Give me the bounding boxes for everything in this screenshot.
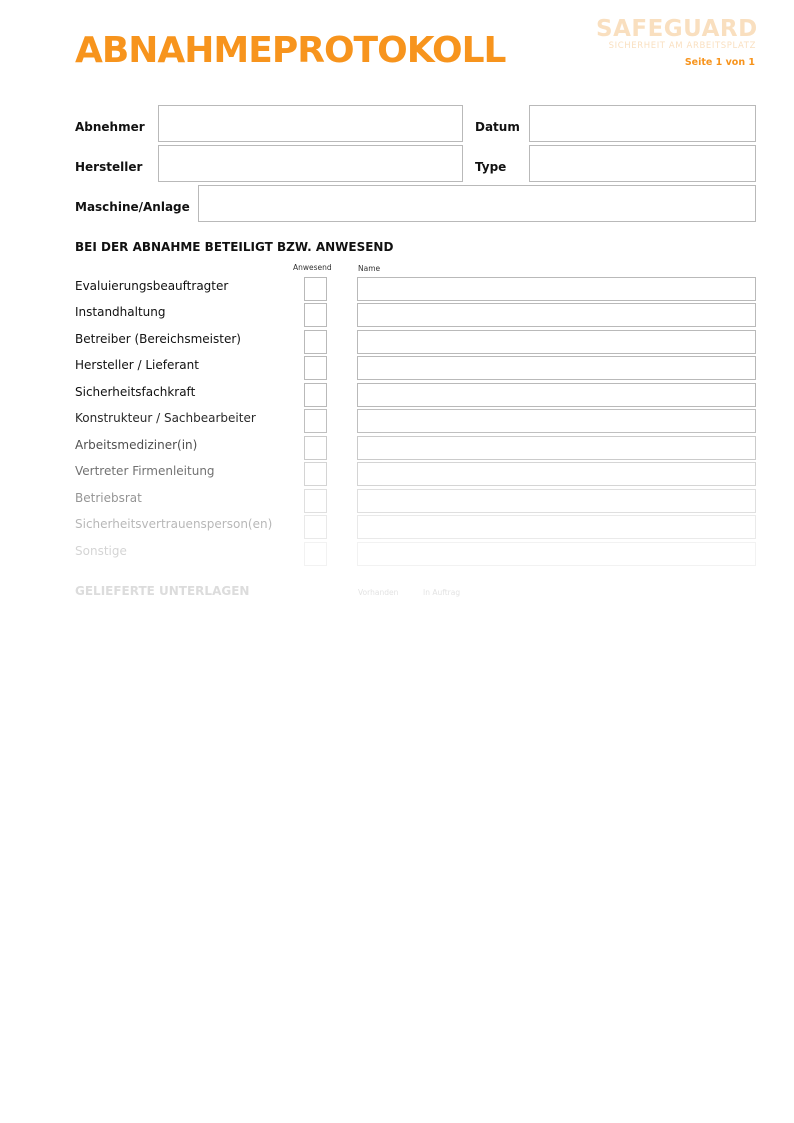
participant-name-field[interactable] — [357, 436, 756, 460]
participant-row — [0, 330, 794, 354]
hersteller-label: Hersteller — [75, 160, 143, 174]
participant-row — [0, 462, 794, 486]
participant-row — [0, 409, 794, 433]
page-indicator: Seite 1 von 1 — [684, 57, 755, 68]
participant-name-field[interactable] — [357, 277, 756, 301]
participant-name-field[interactable] — [357, 489, 756, 513]
type-label: Type — [475, 160, 507, 174]
present-checkbox[interactable] — [304, 542, 327, 566]
participant-row — [0, 356, 794, 380]
present-checkbox[interactable] — [304, 383, 327, 407]
participant-row — [0, 277, 794, 301]
documents-section — [0, 582, 794, 602]
participant-name-field[interactable] — [357, 330, 756, 354]
present-checkbox[interactable] — [304, 409, 327, 433]
participant-role: Evaluierungsbeauftragter — [75, 279, 229, 293]
participants-heading: BEI DER ABNAHME BETEILIGT BZW. ANWESEND — [75, 240, 394, 254]
present-checkbox[interactable] — [304, 436, 327, 460]
present-checkbox[interactable] — [304, 515, 327, 539]
participant-role: Konstrukteur / Sachbearbeiter — [75, 411, 256, 425]
participant-name-field[interactable] — [357, 515, 756, 539]
participant-row — [0, 303, 794, 327]
abnehmer-field[interactable] — [158, 105, 463, 142]
documents-ordered-column-header: In Auftrag — [423, 588, 461, 597]
participant-role: Vertreter Firmenleitung — [75, 464, 215, 478]
participant-role: Sicherheitsvertrauensperson(en) — [75, 517, 273, 531]
participant-role: Betreiber (Bereichsmeister) — [75, 332, 241, 346]
participant-name-field[interactable] — [357, 356, 756, 380]
abnehmer-label: Abnehmer — [75, 120, 145, 134]
hersteller-field[interactable] — [158, 145, 463, 182]
participant-role: Instandhaltung — [75, 305, 166, 319]
present-checkbox[interactable] — [304, 462, 327, 486]
participant-name-field[interactable] — [357, 383, 756, 407]
present-checkbox[interactable] — [304, 330, 327, 354]
documents-heading: GELIEFERTE UNTERLAGEN — [75, 584, 250, 598]
type-field[interactable] — [529, 145, 756, 182]
participant-row — [0, 383, 794, 407]
safeguard-logo — [596, 16, 756, 51]
maschine-label: Maschine/Anlage — [75, 200, 190, 214]
datum-field[interactable] — [529, 105, 756, 142]
participant-role: Arbeitsmediziner(in) — [75, 438, 198, 452]
participant-row — [0, 489, 794, 513]
participant-role: Sonstige — [75, 544, 127, 558]
participant-name-field[interactable] — [357, 303, 756, 327]
document-title: ABNAHMEPROTOKOLL — [75, 30, 506, 71]
documents-present-column-header: Vorhanden — [358, 588, 399, 597]
participant-row — [0, 436, 794, 460]
participant-name-field[interactable] — [357, 542, 756, 566]
present-checkbox[interactable] — [304, 489, 327, 513]
participant-role: Betriebsrat — [75, 491, 142, 505]
participant-name-field[interactable] — [357, 409, 756, 433]
present-column-header: Anwesend — [293, 263, 332, 272]
logo-tagline: SICHERHEIT AM ARBEITSPLATZ — [608, 41, 756, 51]
datum-label: Datum — [475, 120, 520, 134]
present-checkbox[interactable] — [304, 356, 327, 380]
present-checkbox[interactable] — [304, 277, 327, 301]
participant-row — [0, 515, 794, 539]
participant-row — [0, 542, 794, 566]
participant-role: Hersteller / Lieferant — [75, 358, 199, 372]
maschine-field[interactable] — [198, 185, 756, 222]
name-column-header: Name — [358, 264, 381, 273]
participant-role: Sicherheitsfachkraft — [75, 385, 196, 399]
present-checkbox[interactable] — [304, 303, 327, 327]
logo-name: SAFEGUARD — [596, 16, 758, 42]
participant-name-field[interactable] — [357, 462, 756, 486]
